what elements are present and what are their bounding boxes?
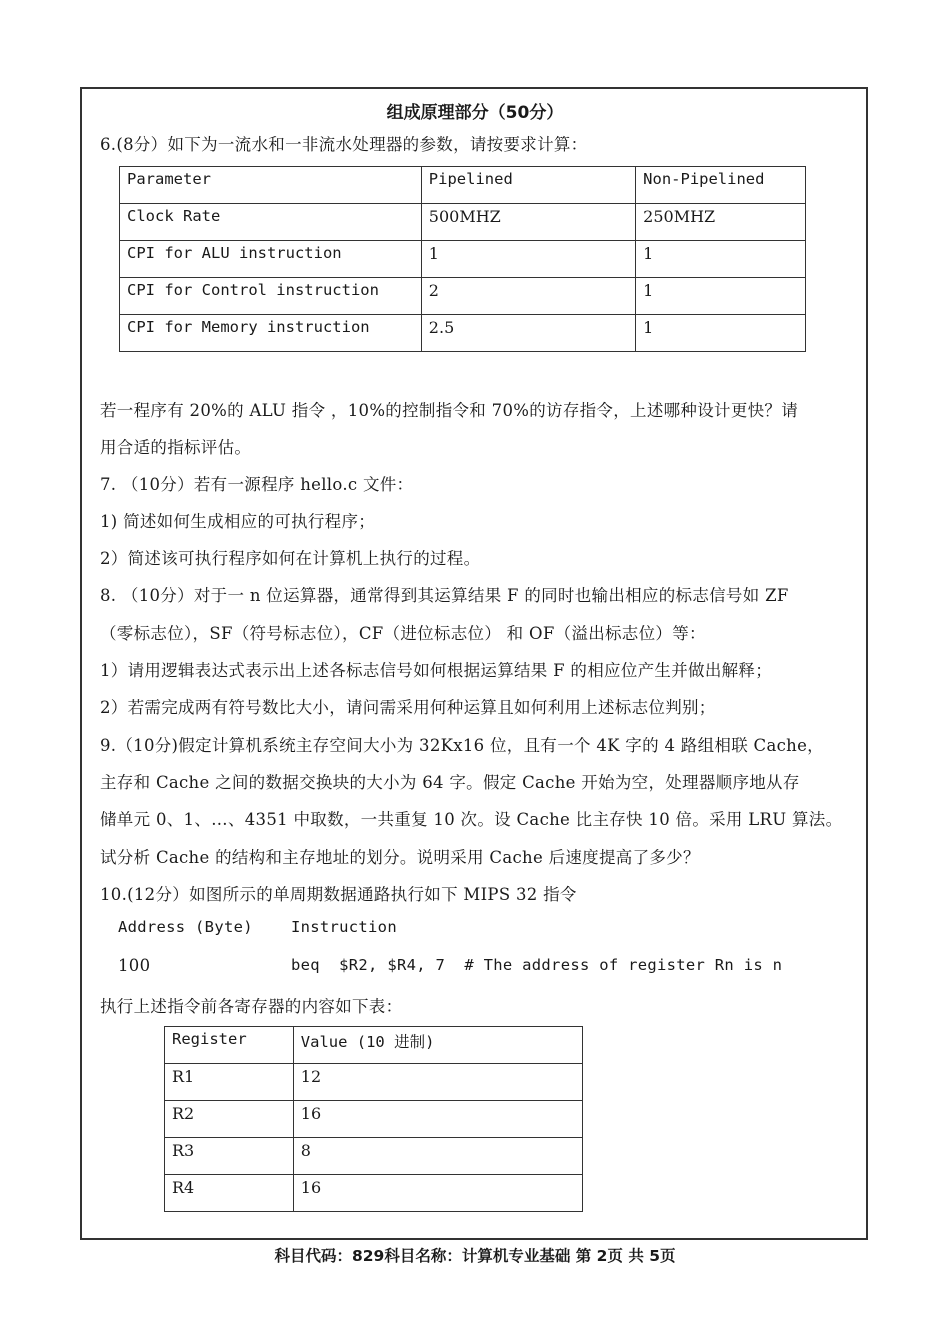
table-cell: 12 bbox=[293, 1064, 582, 1101]
table-row bbox=[165, 1101, 583, 1138]
table-row bbox=[120, 278, 806, 315]
register-table bbox=[164, 1026, 583, 1212]
table-cell: Pipelined bbox=[421, 167, 635, 204]
table-cell: R4 bbox=[165, 1175, 294, 1212]
table-row bbox=[120, 204, 806, 241]
table-cell: CPI for Memory instruction bbox=[120, 315, 422, 352]
instruction-text: beq $R2, $R4, 7 # The address of register Rn is n bbox=[291, 956, 783, 974]
section-title: 组成原理部分（50分） bbox=[386, 103, 564, 123]
table-row bbox=[120, 241, 806, 278]
table-cell: 1 bbox=[636, 278, 806, 315]
q6-body-line2: 用合适的指标评估。 bbox=[100, 438, 252, 457]
table-cell: 1 bbox=[421, 241, 635, 278]
table-cell: 8 bbox=[293, 1138, 582, 1175]
q6-body-line1: 若一程序有 20%的 ALU 指令 ，10%的控制指令和 70%的访存指令，上述哪种设计更快？请 bbox=[100, 401, 799, 420]
instruction-header: Instruction bbox=[291, 918, 397, 936]
table-cell: 1 bbox=[636, 241, 806, 278]
q8-item1: 1）请用逻辑表达式表示出上述各标志信号如何根据运算结果 F 的相应位产生并做出解释； bbox=[100, 661, 773, 680]
q7-prompt: 7. （10分）若有一源程序 hello.c 文件： bbox=[100, 475, 414, 494]
q9-line4: 试分析 Cache 的结构和主存地址的划分。说明采用 Cache 后速度提高了多少？ bbox=[100, 848, 700, 867]
table-cell: Non-Pipelined bbox=[636, 167, 806, 204]
q8-item2: 2）若需完成两有符号数比大小，请问需采用何种运算且如何利用上述标志位判别； bbox=[100, 698, 716, 717]
table-cell: CPI for Control instruction bbox=[120, 278, 422, 315]
table-cell: CPI for ALU instruction bbox=[120, 241, 422, 278]
register-table-intro: 执行上述指令前各寄存器的内容如下表： bbox=[100, 997, 403, 1016]
table-cell: 2 bbox=[421, 278, 635, 315]
q9-line3: 储单元 0、1、…、4351 中取数，一共重复 10 次。设 Cache 比主存快 10 倍。采用 LRU 算法。 bbox=[100, 810, 843, 829]
q6-parameter-table bbox=[119, 166, 806, 352]
table-cell: R1 bbox=[165, 1064, 294, 1101]
table-cell: 250MHZ bbox=[636, 204, 806, 241]
table-cell: 16 bbox=[293, 1175, 582, 1212]
table-cell: Register bbox=[165, 1027, 294, 1064]
page-footer: 科目代码：829科目名称：计算机专业基础 第 2页 共 5页 bbox=[274, 1247, 676, 1265]
table-row bbox=[165, 1064, 583, 1101]
q9-line2: 主存和 Cache 之间的数据交换块的大小为 64 字。假定 Cache 开始为空，处理器顺序地从存 bbox=[100, 773, 800, 792]
table-cell: 16 bbox=[293, 1101, 582, 1138]
address-header: Address (Byte) bbox=[118, 918, 253, 936]
table-row bbox=[165, 1138, 583, 1175]
table-cell: Clock Rate bbox=[120, 204, 422, 241]
q9-line1: 9.（10分)假定计算机系统主存空间大小为 32Kx16 位，且有一个 4K 字的 4 路组相联 Cache， bbox=[100, 736, 824, 755]
q8-line2: （零标志位），SF（符号标志位），CF（进位标志位） 和 OF（溢出标志位）等： bbox=[100, 624, 706, 643]
table-cell: 500MHZ bbox=[421, 204, 635, 241]
table-cell: 1 bbox=[636, 315, 806, 352]
table-cell: 2.5 bbox=[421, 315, 635, 352]
table-row bbox=[120, 315, 806, 352]
table-row bbox=[165, 1175, 583, 1212]
table-row bbox=[165, 1027, 583, 1064]
q6-prompt: 6.(8分）如下为一流水和一非流水处理器的参数，请按要求计算： bbox=[100, 135, 588, 154]
table-cell: Parameter bbox=[120, 167, 422, 204]
q7-item1: 1) 简述如何生成相应的可执行程序； bbox=[100, 512, 376, 531]
table-cell: R2 bbox=[165, 1101, 294, 1138]
q10-prompt: 10.(12分）如图所示的单周期数据通路执行如下 MIPS 32 指令 bbox=[100, 885, 577, 904]
q7-item2: 2）简述该可执行程序如何在计算机上执行的过程。 bbox=[100, 549, 481, 568]
table-cell: R3 bbox=[165, 1138, 294, 1175]
table-row bbox=[120, 167, 806, 204]
q8-prompt: 8. （10分）对于一 n 位运算器，通常得到其运算结果 F 的同时也输出相应的标志信号如 ZF bbox=[100, 586, 789, 605]
table-cell: Value (10 进制) bbox=[293, 1027, 582, 1064]
instruction-address: 100 bbox=[118, 956, 151, 975]
